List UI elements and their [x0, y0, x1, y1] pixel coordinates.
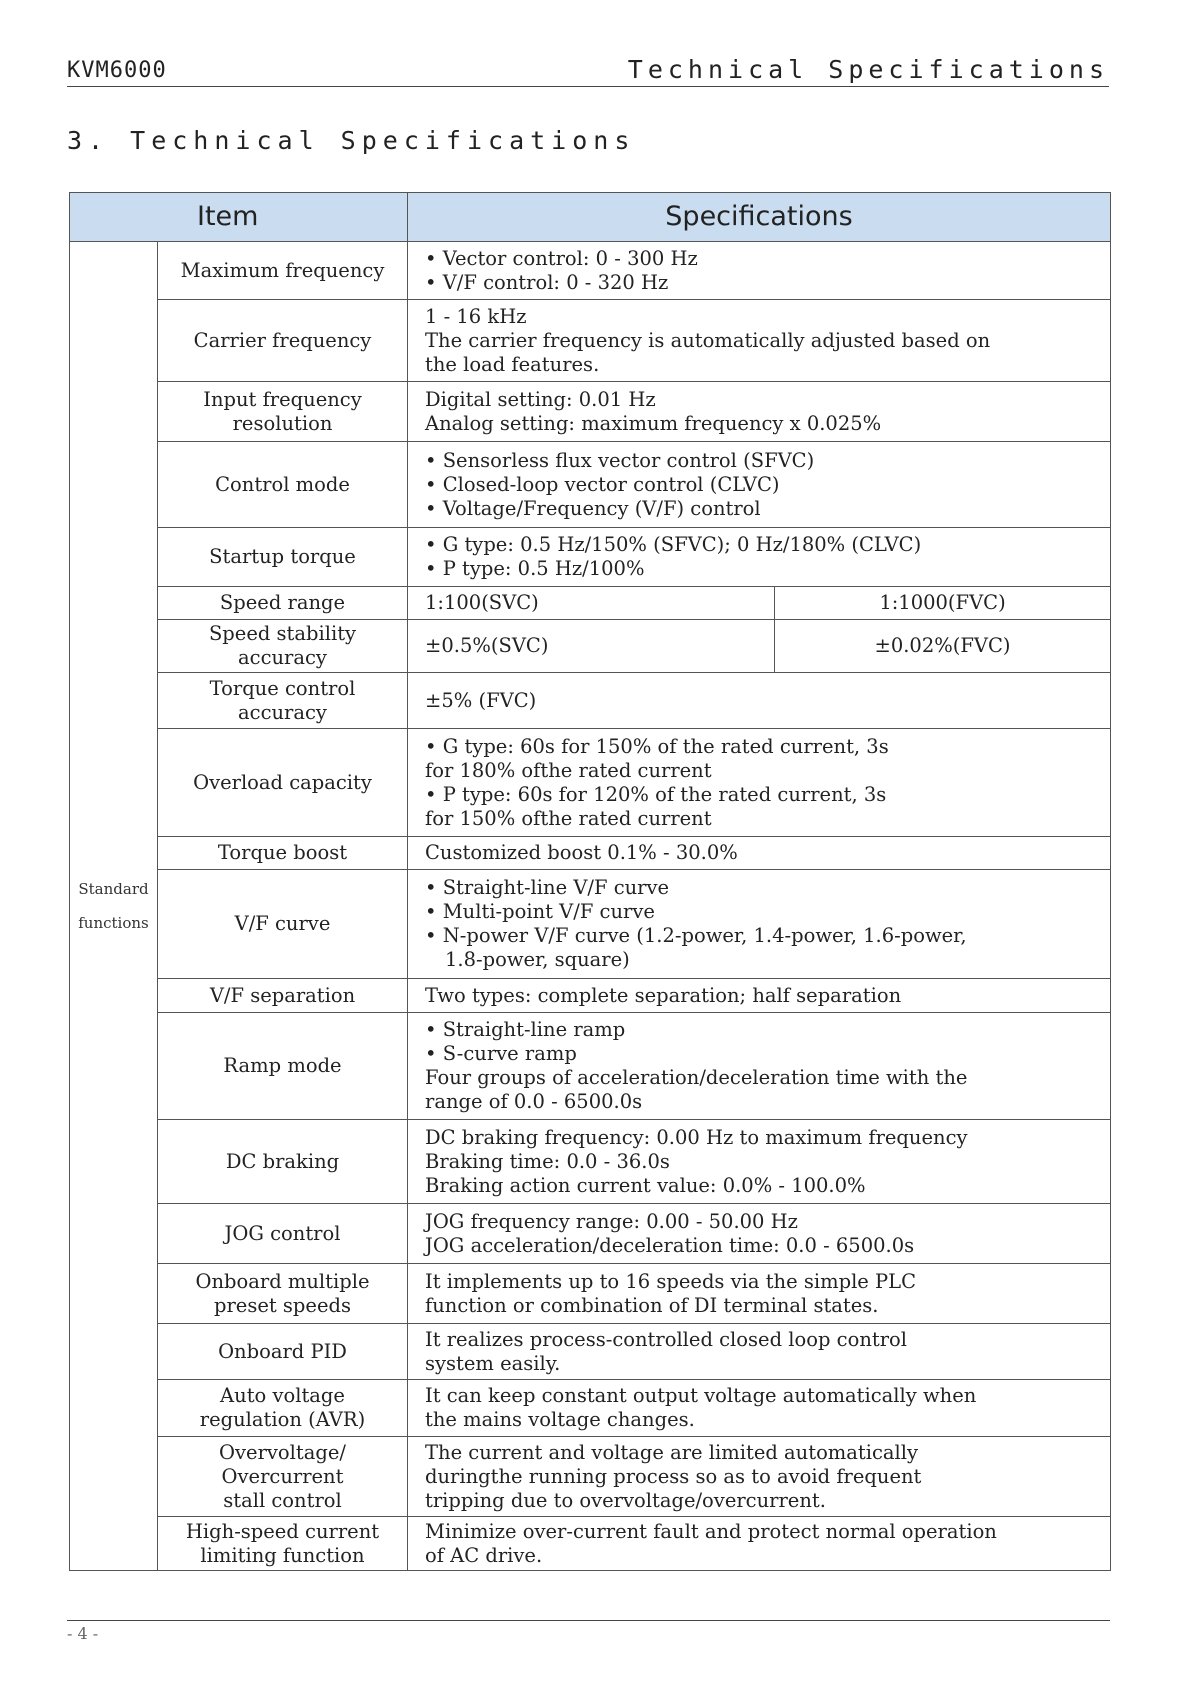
item-name: Control mode — [158, 442, 408, 528]
item-name: Auto voltage regulation (AVR) — [158, 1380, 408, 1437]
item-name: JOG control — [158, 1204, 408, 1264]
row-group-label: Standard functions — [70, 242, 158, 1571]
spec-value-svc: ±0.5%(SVC) — [408, 620, 775, 673]
spec-value: Customized boost 0.1% - 30.0% — [408, 837, 1111, 870]
spec-value: 1 - 16 kHz The carrier frequency is automatically adjusted based on the load features. — [408, 300, 1111, 382]
table-row — [70, 837, 1111, 870]
table-row — [70, 1324, 1111, 1380]
table-row — [70, 1120, 1111, 1204]
spec-value: • G type: 60s for 150% of the rated current, 3s for 180% ofthe rated current • P type: 60s for 120% of the rated current, 3s for 150% ofthe rated current — [408, 729, 1111, 837]
header-rule — [67, 86, 1109, 87]
item-name: Onboard PID — [158, 1324, 408, 1380]
table-row — [70, 1204, 1111, 1264]
column-header-specifications: Specifications — [408, 193, 1111, 242]
spec-value: Two types: complete separation; half separation — [408, 979, 1111, 1013]
item-name: Speed range — [158, 587, 408, 620]
spec-value: JOG frequency range: 0.00 - 50.00 Hz JOG acceleration/deceleration time: 0.0 - 6500.0s — [408, 1204, 1111, 1264]
spec-value: Digital setting: 0.01 Hz Analog setting: maximum frequency x 0.025% — [408, 382, 1111, 442]
footer-rule — [67, 1620, 1110, 1621]
table-row — [70, 300, 1111, 382]
table-row — [70, 1437, 1111, 1517]
table-row — [70, 587, 1111, 620]
page-number: - 4 - — [67, 1624, 99, 1643]
spec-value: It realizes process-controlled closed loop control system easily. — [408, 1324, 1111, 1380]
table-row — [70, 1380, 1111, 1437]
item-name: V/F curve — [158, 870, 408, 979]
table-row — [70, 382, 1111, 442]
table-row — [70, 620, 1111, 673]
spec-table — [69, 192, 1111, 1571]
spec-value: • Sensorless flux vector control (SFVC) • Closed-loop vector control (CLVC) • Voltage/Frequency (V/F) control — [408, 442, 1111, 528]
header-section-name: Technical Specifications — [627, 55, 1109, 84]
spec-value: • Straight-line ramp • S-curve ramp Four groups of acceleration/deceleration time with the range of 0.0 - 6500.0s — [408, 1013, 1111, 1120]
spec-value: • Vector control: 0 - 300 Hz • V/F control: 0 - 320 Hz — [408, 242, 1111, 300]
spec-value: The current and voltage are limited automatically duringthe running process so as to avoid frequent tripping due to overvoltage/overcurrent. — [408, 1437, 1111, 1517]
section-title: 3. Technical Specifications — [67, 126, 636, 155]
item-name: V/F separation — [158, 979, 408, 1013]
table-row — [70, 979, 1111, 1013]
item-name: Ramp mode — [158, 1013, 408, 1120]
item-name: High-speed current limiting function — [158, 1517, 408, 1571]
item-name: Onboard multiple preset speeds — [158, 1264, 408, 1324]
doc-model-name: KVM6000 — [67, 58, 167, 83]
table-row — [70, 1517, 1111, 1571]
column-header-item: Item — [70, 193, 408, 242]
spec-value: DC braking frequency: 0.00 Hz to maximum frequency Braking time: 0.0 - 36.0s Braking action current value: 0.0% - 100.0% — [408, 1120, 1111, 1204]
table-row — [70, 673, 1111, 729]
item-name: Overload capacity — [158, 729, 408, 837]
spec-value: • Straight-line V/F curve • Multi-point V/F curve • N-power V/F curve (1.2-power, 1.4-power, 1.6-power, 1.8-power, square) — [408, 870, 1111, 979]
spec-value: It implements up to 16 speeds via the simple PLC function or combination of DI terminal states. — [408, 1264, 1111, 1324]
table-row — [70, 729, 1111, 837]
table-row — [70, 870, 1111, 979]
spec-value: • G type: 0.5 Hz/150% (SFVC); 0 Hz/180% (CLVC) • P type: 0.5 Hz/100% — [408, 528, 1111, 587]
table-row — [70, 1013, 1111, 1120]
spec-value-fvc: 1:1000(FVC) — [775, 587, 1111, 620]
spec-value: ±5% (FVC) — [408, 673, 1111, 729]
item-name: Speed stability accuracy — [158, 620, 408, 673]
table-header-row — [70, 193, 1111, 242]
table-row — [70, 1264, 1111, 1324]
item-name: Carrier frequency — [158, 300, 408, 382]
item-name: DC braking — [158, 1120, 408, 1204]
item-name: Input frequency resolution — [158, 382, 408, 442]
item-name: Overvoltage/ Overcurrent stall control — [158, 1437, 408, 1517]
item-name: Torque control accuracy — [158, 673, 408, 729]
table-row — [70, 528, 1111, 587]
item-name: Torque boost — [158, 837, 408, 870]
spec-value: It can keep constant output voltage automatically when the mains voltage changes. — [408, 1380, 1111, 1437]
item-name: Startup torque — [158, 528, 408, 587]
table-row — [70, 242, 1111, 300]
item-name: Maximum frequency — [158, 242, 408, 300]
table-row — [70, 442, 1111, 528]
spec-value-svc: 1:100(SVC) — [408, 587, 775, 620]
spec-value-fvc: ±0.02%(FVC) — [775, 620, 1111, 673]
spec-value: Minimize over-current fault and protect normal operation of AC drive. — [408, 1517, 1111, 1571]
